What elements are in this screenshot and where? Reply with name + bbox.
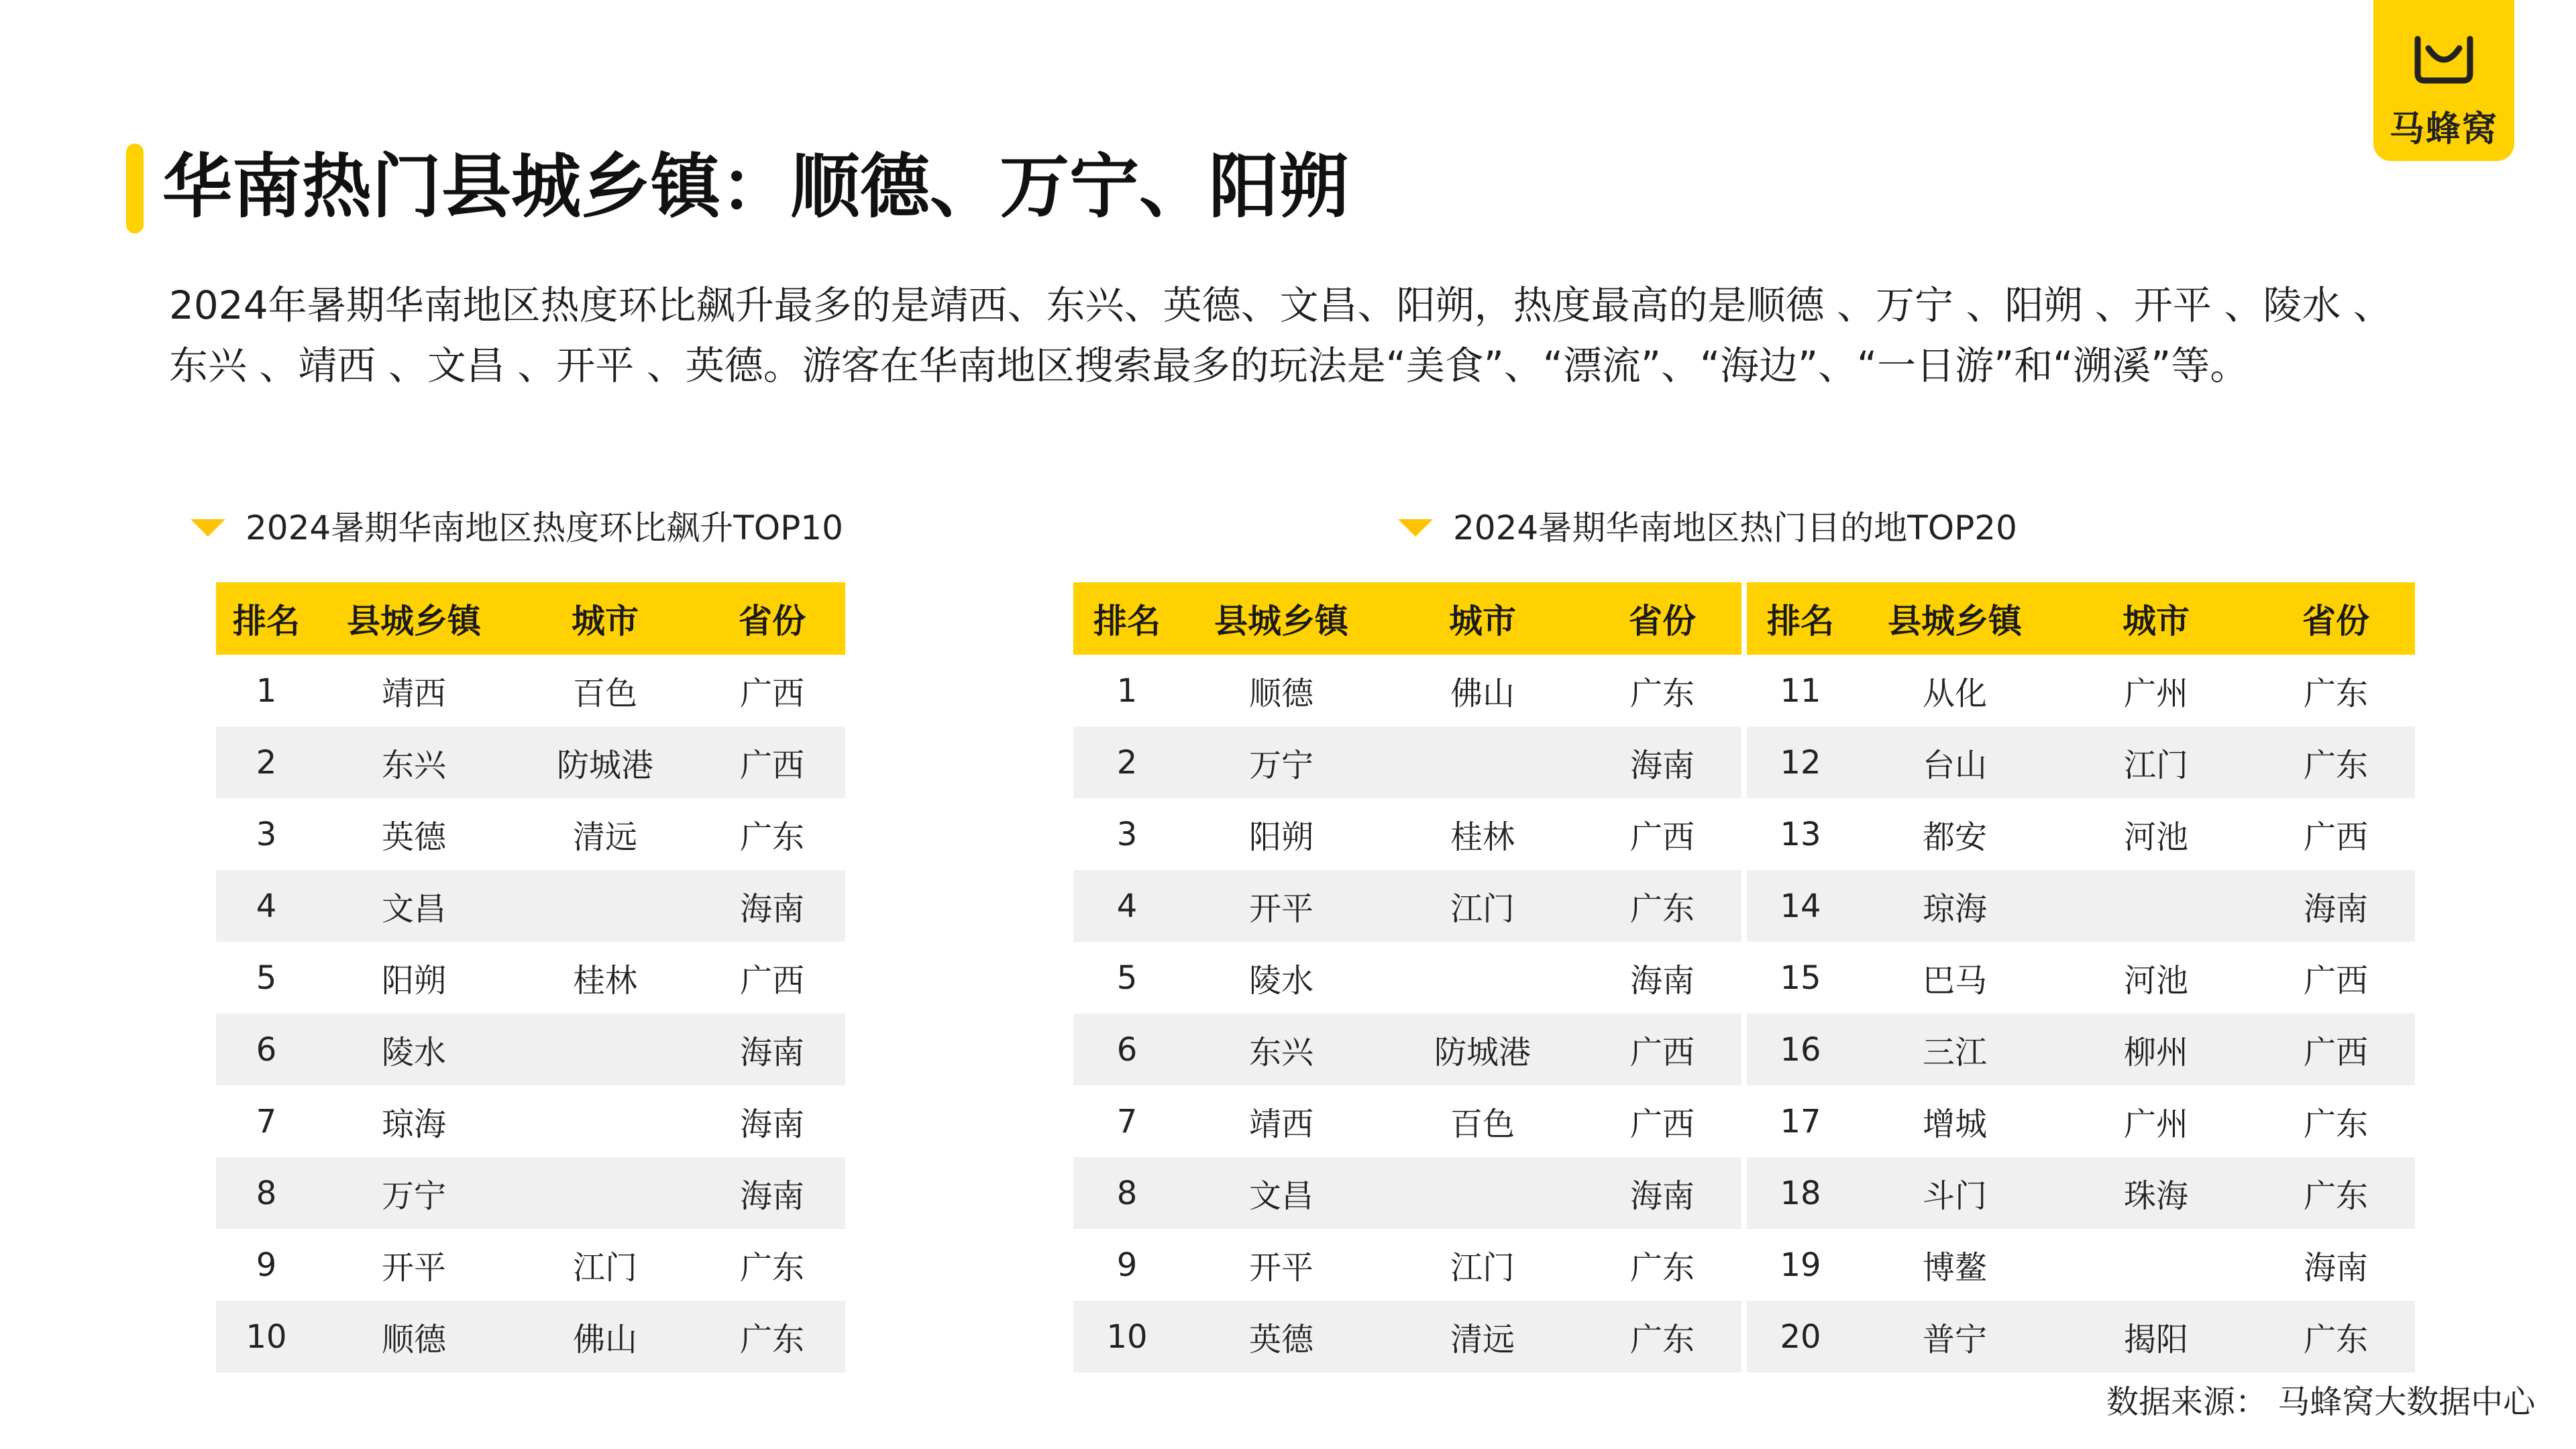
province-cell: 广东 xyxy=(2257,727,2415,798)
town-cell: 阳朔 xyxy=(1248,818,1313,856)
town-cell: 顺德 xyxy=(317,1301,511,1373)
province-cell: 广西 xyxy=(2257,1014,2415,1085)
city-cell: 百色 xyxy=(572,675,637,712)
town-cell: 东兴 xyxy=(1181,1014,1382,1085)
town-cell: 陵水 xyxy=(317,1014,511,1085)
province-cell: 广东 xyxy=(699,1301,845,1373)
city-cell xyxy=(511,1157,699,1229)
city-cell xyxy=(2055,1229,2257,1301)
brand-logo xyxy=(2373,0,2514,161)
town-cell: 陵水 xyxy=(1248,962,1313,1000)
column-header: 排名 xyxy=(1073,582,1181,655)
city-cell: 河池 xyxy=(2123,962,2188,1000)
left-section-title: 2024暑期华南地区热度环比飙升TOP10 xyxy=(246,508,843,547)
table-row xyxy=(216,942,845,1014)
rank-cell: 4 xyxy=(216,870,317,942)
column-header: 县城乡镇 xyxy=(1181,582,1382,655)
table-row xyxy=(1747,1301,2415,1373)
city-cell: 桂林 xyxy=(1450,818,1515,856)
province-cell: 海南 xyxy=(699,1157,845,1229)
province-cell: 广东 xyxy=(2303,1106,2368,1143)
table-row xyxy=(1073,1014,1741,1085)
table-row xyxy=(1747,942,2415,1014)
column-header: 城市 xyxy=(2055,582,2257,655)
column-header: 省份 xyxy=(699,582,845,655)
province-cell: 广西 xyxy=(1629,1106,1695,1143)
rank-cell: 2 xyxy=(1073,727,1181,798)
top20-table-part-1 xyxy=(1073,582,1741,1373)
town-cell: 英德 xyxy=(1181,1301,1382,1373)
city-cell xyxy=(511,1085,699,1157)
city-cell: 河池 xyxy=(2123,818,2188,856)
table-row xyxy=(1073,1229,1741,1301)
town-cell: 阳朔 xyxy=(381,962,446,1000)
table-row xyxy=(216,1157,845,1229)
town-cell: 英德 xyxy=(381,818,446,856)
triangle-down-icon xyxy=(191,519,225,537)
right-section-label xyxy=(1398,504,2017,551)
rank-cell: 5 xyxy=(1116,959,1138,997)
city-cell xyxy=(2055,870,2257,942)
province-cell: 广东 xyxy=(1583,1301,1741,1373)
column-header: 县城乡镇 xyxy=(317,582,511,655)
province-cell: 海南 xyxy=(1629,962,1695,1000)
column-header: 城市 xyxy=(511,582,699,655)
town-cell: 琼海 xyxy=(1854,870,2055,942)
rank-cell: 10 xyxy=(1073,1301,1181,1373)
rank-cell: 9 xyxy=(256,1246,277,1284)
city-cell: 珠海 xyxy=(2055,1157,2257,1229)
town-cell: 三江 xyxy=(1854,1014,2055,1085)
table-row xyxy=(216,1085,845,1157)
rank-cell: 2 xyxy=(216,727,317,798)
table-row xyxy=(1073,870,1741,942)
rank-cell: 9 xyxy=(1116,1246,1138,1284)
city-cell: 佛山 xyxy=(1450,675,1515,712)
city-cell: 揭阳 xyxy=(2055,1301,2257,1373)
province-cell: 广东 xyxy=(1583,870,1741,942)
province-cell: 广西 xyxy=(699,727,845,798)
province-cell: 广东 xyxy=(739,818,804,856)
town-cell: 顺德 xyxy=(1248,675,1313,712)
table-row xyxy=(1747,1014,2415,1085)
town-cell: 博鳌 xyxy=(1922,1249,1987,1287)
table-row xyxy=(1747,727,2415,798)
city-cell: 江门 xyxy=(1382,870,1583,942)
page-title: 华南热门县城乡镇：顺德、万宁、阳朔 xyxy=(162,146,1349,227)
province-cell: 广西 xyxy=(2303,962,2368,1000)
city-cell: 江门 xyxy=(2055,727,2257,798)
province-cell: 广东 xyxy=(2303,675,2368,712)
province-cell: 海南 xyxy=(699,870,845,942)
title-accent-bar xyxy=(126,144,144,233)
rank-cell: 10 xyxy=(216,1301,317,1373)
province-cell: 海南 xyxy=(2303,1249,2368,1287)
table-row xyxy=(216,655,845,727)
rank-cell: 6 xyxy=(1073,1014,1181,1085)
province-cell: 广东 xyxy=(1629,675,1695,712)
province-cell: 海南 xyxy=(1583,727,1741,798)
city-cell: 清远 xyxy=(1382,1301,1583,1373)
data-source-note: 数据来源： 马蜂窝大数据中心 xyxy=(2106,1383,2536,1421)
town-cell: 都安 xyxy=(1922,818,1987,856)
province-cell: 海南 xyxy=(739,1106,804,1143)
town-cell: 琼海 xyxy=(381,1106,446,1143)
column-header: 排名 xyxy=(1747,582,1854,655)
rank-cell: 3 xyxy=(1116,815,1138,853)
top20-table-part-2 xyxy=(1747,582,2415,1373)
city-cell: 防城港 xyxy=(1382,1014,1583,1085)
rank-cell: 15 xyxy=(1780,959,1821,997)
city-cell: 清远 xyxy=(572,818,637,856)
town-cell: 靖西 xyxy=(381,675,446,712)
rank-cell: 13 xyxy=(1780,815,1821,853)
left-section-label xyxy=(191,504,843,551)
table-row xyxy=(1747,870,2415,942)
column-header: 排名 xyxy=(216,582,317,655)
rank-cell: 8 xyxy=(216,1157,317,1229)
town-cell: 文昌 xyxy=(1181,1157,1382,1229)
table-row xyxy=(216,1301,845,1373)
rank-cell: 20 xyxy=(1747,1301,1854,1373)
rank-cell: 18 xyxy=(1747,1157,1854,1229)
town-cell: 增城 xyxy=(1922,1106,1987,1143)
column-header: 城市 xyxy=(1382,582,1583,655)
town-cell: 斗门 xyxy=(1854,1157,2055,1229)
rank-cell: 16 xyxy=(1747,1014,1854,1085)
town-cell: 普宁 xyxy=(1854,1301,2055,1373)
town-cell: 开平 xyxy=(1248,1249,1313,1287)
town-cell: 从化 xyxy=(1922,675,1987,712)
city-cell: 江门 xyxy=(1450,1249,1515,1287)
rank-cell: 7 xyxy=(1116,1102,1138,1140)
city-cell xyxy=(1382,727,1583,798)
province-cell: 海南 xyxy=(1583,1157,1741,1229)
brand-name: 马蜂窝 xyxy=(2389,109,2498,150)
rank-cell: 14 xyxy=(1747,870,1854,942)
province-cell: 海南 xyxy=(699,1014,845,1085)
table-row xyxy=(1073,1301,1741,1373)
town-cell: 台山 xyxy=(1854,727,2055,798)
table-row xyxy=(1747,1085,2415,1157)
rank-cell: 19 xyxy=(1780,1246,1821,1284)
table-header-row xyxy=(1073,582,1741,655)
town-cell: 万宁 xyxy=(1181,727,1382,798)
town-cell: 开平 xyxy=(381,1249,446,1287)
rank-cell: 1 xyxy=(1116,672,1138,710)
table-row xyxy=(1747,655,2415,727)
city-cell: 防城港 xyxy=(511,727,699,798)
province-cell: 广西 xyxy=(739,675,804,712)
table-header-row xyxy=(216,582,845,655)
rank-cell: 5 xyxy=(256,959,277,997)
rank-cell: 12 xyxy=(1747,727,1854,798)
rank-cell: 1 xyxy=(256,672,277,710)
town-cell: 开平 xyxy=(1181,870,1382,942)
town-cell: 东兴 xyxy=(317,727,511,798)
city-cell xyxy=(1382,942,1583,1014)
city-cell: 佛山 xyxy=(511,1301,699,1373)
city-cell: 桂林 xyxy=(572,962,637,1000)
province-cell: 广东 xyxy=(2257,1301,2415,1373)
right-section-title: 2024暑期华南地区热门目的地TOP20 xyxy=(1453,508,2017,547)
city-cell: 柳州 xyxy=(2055,1014,2257,1085)
surge-top10-table xyxy=(216,582,845,1373)
rank-cell: 8 xyxy=(1073,1157,1181,1229)
town-cell: 文昌 xyxy=(317,870,511,942)
city-cell xyxy=(1382,1157,1583,1229)
province-cell: 广东 xyxy=(2257,1157,2415,1229)
table-row xyxy=(1073,1157,1741,1229)
province-cell: 海南 xyxy=(2257,870,2415,942)
table-row xyxy=(216,1014,845,1085)
province-cell: 广东 xyxy=(739,1249,804,1287)
logo-mark-icon xyxy=(2412,32,2475,86)
city-cell: 江门 xyxy=(572,1249,637,1287)
province-cell: 广西 xyxy=(1583,1014,1741,1085)
rank-cell: 4 xyxy=(1073,870,1181,942)
table-row xyxy=(216,1229,845,1301)
table-row xyxy=(1073,798,1741,870)
column-header: 省份 xyxy=(2257,582,2415,655)
rank-cell: 11 xyxy=(1780,672,1821,710)
town-cell: 万宁 xyxy=(317,1157,511,1229)
table-row xyxy=(1747,798,2415,870)
city-cell: 百色 xyxy=(1450,1106,1515,1143)
table-header-row xyxy=(1747,582,2415,655)
table-row xyxy=(216,798,845,870)
town-cell: 靖西 xyxy=(1248,1106,1313,1143)
city-cell xyxy=(511,1014,699,1085)
city-cell: 广州 xyxy=(2123,1106,2188,1143)
table-row xyxy=(1747,1157,2415,1229)
province-cell: 广西 xyxy=(1629,818,1695,856)
province-cell: 广西 xyxy=(739,962,804,1000)
column-header: 省份 xyxy=(1583,582,1741,655)
table-row xyxy=(216,727,845,798)
description-paragraph: 2024年暑期华南地区热度环比飙升最多的是靖西、东兴、英德、文昌、阳朔，热度最高的是顺德 、万宁 、阳朔 、开平 、陵水 、东兴 、靖西 、文昌 、开平 、英德。游客在华南地区搜索最多的玩法是“美食”、“漂流”、“海边”、“一日游”和“溯溪”等。 xyxy=(169,282,2392,388)
table-row xyxy=(1073,727,1741,798)
table-row xyxy=(1073,942,1741,1014)
city-cell xyxy=(511,870,699,942)
rank-cell: 7 xyxy=(256,1102,277,1140)
rank-cell: 3 xyxy=(256,815,277,853)
town-cell: 巴马 xyxy=(1922,962,1987,1000)
column-header: 县城乡镇 xyxy=(1854,582,2055,655)
triangle-down-icon xyxy=(1398,519,1433,537)
rank-cell: 6 xyxy=(216,1014,317,1085)
table-row xyxy=(1747,1229,2415,1301)
rank-cell: 17 xyxy=(1780,1102,1821,1140)
table-row xyxy=(1073,655,1741,727)
city-cell: 广州 xyxy=(2123,675,2188,712)
table-row xyxy=(1073,1085,1741,1157)
table-row xyxy=(216,870,845,942)
province-cell: 广东 xyxy=(1629,1249,1695,1287)
province-cell: 广西 xyxy=(2303,818,2368,856)
